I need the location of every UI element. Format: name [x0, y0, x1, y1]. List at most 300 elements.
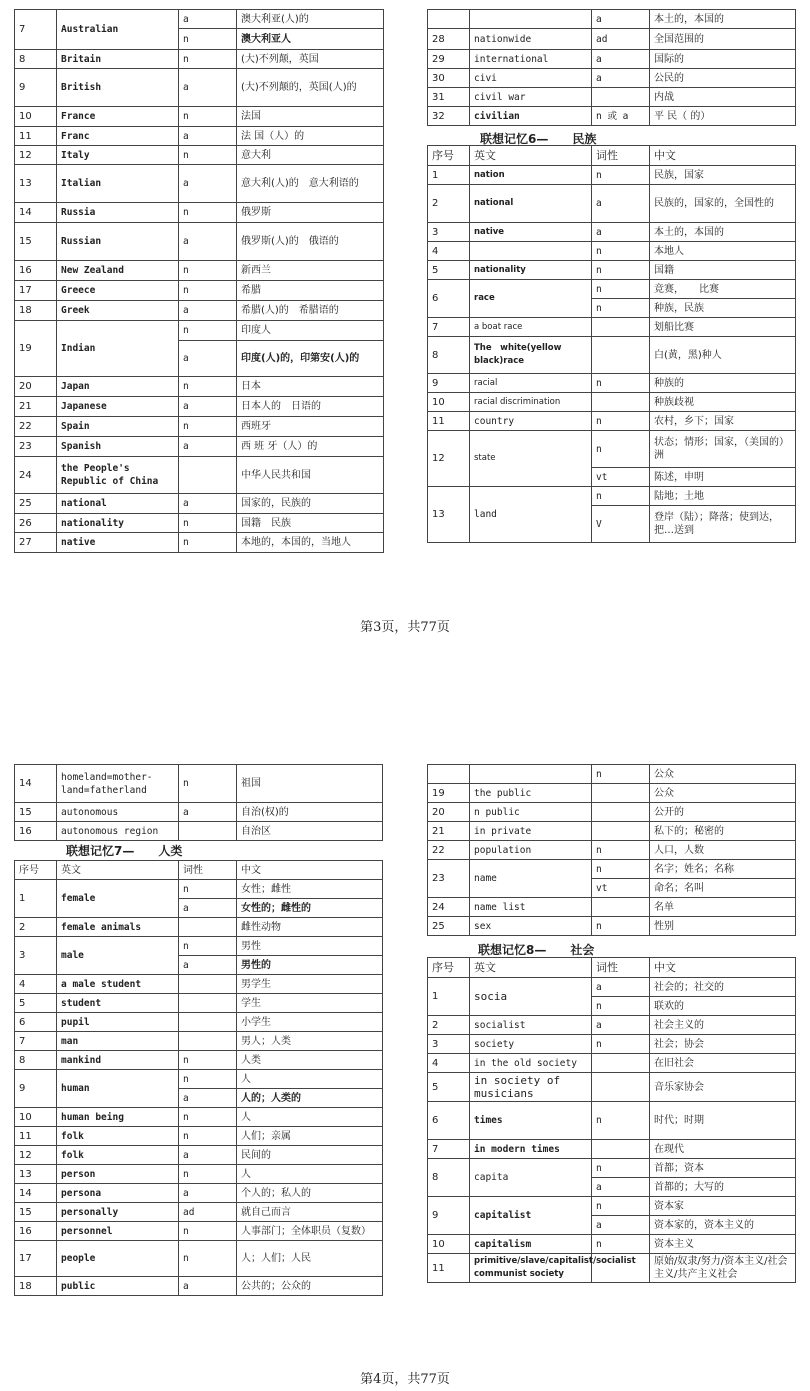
entry-chinese: 本地人 — [650, 242, 796, 261]
entry-chinese: 登岸（陆）；降落；使到达，把…送到 — [650, 506, 796, 543]
entry-number: 7 — [15, 10, 57, 50]
entry-english: personally — [57, 1203, 179, 1222]
entry-chinese: 希腊 — [237, 281, 384, 301]
entry-english: The white(yellow black)race — [470, 337, 592, 374]
entry-chinese: 意大利(人)的 意大利语的 — [237, 165, 384, 203]
entry-chinese: 中华人民共和国 — [237, 457, 384, 494]
entry-english: racial discrimination — [470, 393, 592, 412]
entry-chinese: 法国 — [237, 107, 384, 127]
section7-header-no: 序号 — [15, 861, 57, 880]
table-row — [15, 822, 383, 841]
table-row — [428, 1054, 796, 1073]
entry-chinese: 人口，人数 — [650, 841, 796, 860]
entry-number: 11 — [15, 1127, 57, 1146]
entry-pos — [592, 898, 650, 917]
entry-number: 23 — [428, 860, 470, 898]
entry-number: 2 — [428, 1016, 470, 1035]
entry-number: 14 — [15, 1184, 57, 1203]
entry-number: 19 — [15, 321, 57, 377]
entry-english: pupil — [57, 1013, 179, 1032]
entry-english: civil war — [470, 88, 592, 107]
entry-pos: a — [179, 127, 237, 146]
entry-number: 11 — [428, 1254, 470, 1283]
entry-chinese: 人；人们；人民 — [237, 1241, 383, 1277]
entry-number: 11 — [428, 412, 470, 431]
entry-english: personnel — [57, 1222, 179, 1241]
entry-chinese: 女性；雌性 — [237, 880, 383, 899]
entry-chinese: 社会的；社交的 — [650, 978, 796, 997]
table-row — [15, 803, 383, 822]
entry-chinese: 公众 — [650, 784, 796, 803]
entry-pos — [592, 393, 650, 412]
entry-number: 22 — [15, 417, 57, 437]
entry-chinese: 新西兰 — [237, 261, 384, 281]
entry-english — [470, 765, 592, 784]
table-row — [15, 494, 384, 514]
table-row — [15, 1241, 383, 1277]
entry-pos: n — [592, 1197, 650, 1216]
table-row — [15, 457, 384, 494]
entry-chinese: 在旧社会 — [650, 1054, 796, 1073]
entry-pos: n — [592, 1235, 650, 1254]
entry-chinese: 划船比赛 — [650, 318, 796, 337]
entry-pos: a — [592, 1178, 650, 1197]
entry-number: 5 — [15, 994, 57, 1013]
entry-number: 4 — [428, 242, 470, 261]
entry-number: 20 — [15, 377, 57, 397]
table-row — [15, 514, 384, 533]
entry-chinese: 法 国（人）的 — [237, 127, 384, 146]
entry-number: 29 — [428, 50, 470, 69]
page4-left-top-table — [14, 764, 383, 841]
entry-english: mankind — [57, 1051, 179, 1070]
entry-chinese: 音乐家协会 — [650, 1073, 796, 1102]
table-row — [428, 185, 796, 223]
entry-english: human being — [57, 1108, 179, 1127]
entry-chinese: 农村，乡下；国家 — [650, 412, 796, 431]
entry-english: Russian — [57, 223, 179, 261]
entry-english: capitalist — [470, 1197, 592, 1235]
entry-chinese: (大)不列颠的，英国(人)的 — [237, 69, 384, 107]
table-row — [428, 917, 796, 936]
entry-chinese: 人的；人类的 — [237, 1089, 383, 1108]
entry-number: 8 — [15, 50, 57, 69]
entry-english: Britain — [57, 50, 179, 69]
section8-table — [427, 957, 796, 1283]
entry-english: the public — [470, 784, 592, 803]
table-row — [428, 1102, 796, 1140]
table-row — [428, 223, 796, 242]
entry-english: Italy — [57, 146, 179, 165]
section6-table — [427, 145, 796, 543]
table-row — [15, 1108, 383, 1127]
entry-pos: n — [592, 1159, 650, 1178]
entry-chinese: 人 — [237, 1108, 383, 1127]
entry-english: in modern times — [470, 1140, 592, 1159]
entry-chinese: 祖国 — [237, 765, 383, 803]
table-row — [15, 1127, 383, 1146]
entry-chinese: 澳大利亚(人)的 — [237, 10, 384, 29]
table-row — [15, 261, 384, 281]
entry-english: in private — [470, 822, 592, 841]
entry-number: 21 — [15, 397, 57, 417]
entry-pos: n — [179, 1222, 237, 1241]
entry-english: land — [470, 487, 592, 543]
entry-english: female — [57, 880, 179, 918]
entry-number: 6 — [428, 1102, 470, 1140]
entry-pos: a — [592, 10, 650, 29]
entry-number — [428, 765, 470, 784]
entry-pos: a — [592, 1016, 650, 1035]
entry-number: 20 — [428, 803, 470, 822]
entry-pos — [179, 994, 237, 1013]
entry-pos: n — [592, 261, 650, 280]
entry-number: 23 — [15, 437, 57, 457]
entry-english: national — [470, 185, 592, 223]
entry-chinese: 内战 — [650, 88, 796, 107]
entry-number: 11 — [15, 127, 57, 146]
table-row — [428, 318, 796, 337]
entry-english: sex — [470, 917, 592, 936]
entry-english: nationality — [57, 514, 179, 533]
page4-footer: 第4页，共77页 — [360, 1372, 450, 1387]
entry-number: 14 — [15, 203, 57, 223]
entry-pos — [592, 803, 650, 822]
table-row — [15, 1146, 383, 1165]
entry-chinese: 国籍 — [650, 261, 796, 280]
entry-english: Italian — [57, 165, 179, 203]
entry-pos: n — [592, 166, 650, 185]
table-row — [428, 822, 796, 841]
entry-english: in society of musicians — [470, 1073, 592, 1102]
entry-pos: n — [592, 860, 650, 879]
table-row — [15, 533, 384, 553]
entry-pos: n — [592, 917, 650, 936]
entry-number: 16 — [15, 261, 57, 281]
entry-chinese: 民族，国家 — [650, 166, 796, 185]
entry-pos: a — [592, 978, 650, 997]
entry-chinese: 种族的 — [650, 374, 796, 393]
entry-number: 16 — [15, 822, 57, 841]
entry-number: 10 — [15, 1108, 57, 1127]
table-row — [428, 841, 796, 860]
entry-pos: n — [592, 1035, 650, 1054]
entry-chinese: 西 班 牙（人）的 — [237, 437, 384, 457]
entry-english: name — [470, 860, 592, 898]
entry-number: 10 — [428, 1235, 470, 1254]
section6-header-en: 英文 — [470, 146, 592, 166]
table-row — [15, 1184, 383, 1203]
table-row — [15, 437, 384, 457]
entry-chinese: 名单 — [650, 898, 796, 917]
table-row — [428, 29, 796, 50]
entry-chinese: 资本主义 — [650, 1235, 796, 1254]
entry-english: Franc — [57, 127, 179, 146]
entry-number: 18 — [15, 301, 57, 321]
section7-header-en: 英文 — [57, 861, 179, 880]
table-row — [15, 975, 383, 994]
table-row — [428, 261, 796, 280]
table-row — [15, 1277, 383, 1296]
table-row — [428, 765, 796, 784]
entry-chinese: 时代；时期 — [650, 1102, 796, 1140]
entry-english: public — [57, 1277, 179, 1296]
entry-chinese: 社会主义的 — [650, 1016, 796, 1035]
entry-pos: n — [179, 377, 237, 397]
entry-number: 18 — [15, 1277, 57, 1296]
entry-pos: a — [179, 1089, 237, 1108]
page3-right-top-table — [427, 9, 796, 126]
entry-chinese: 竞赛， 比赛 — [650, 280, 796, 299]
entry-chinese: 自治(权)的 — [237, 803, 383, 822]
entry-number: 31 — [428, 88, 470, 107]
entry-chinese: 印度(人)的，印第安(人)的 — [237, 341, 384, 377]
entry-chinese: 命名；名叫 — [650, 879, 796, 898]
entry-english: Spain — [57, 417, 179, 437]
entry-chinese: 私下的；秘密的 — [650, 822, 796, 841]
entry-pos: n — [179, 1070, 237, 1089]
entry-number: 15 — [15, 1203, 57, 1222]
table-row — [15, 321, 384, 341]
entry-number: 19 — [428, 784, 470, 803]
entry-english: Japanese — [57, 397, 179, 417]
table-row — [428, 50, 796, 69]
entry-chinese: 男性的 — [237, 956, 383, 975]
entry-pos: n — [592, 765, 650, 784]
entry-english: Indian — [57, 321, 179, 377]
entry-chinese: 就自己而言 — [237, 1203, 383, 1222]
entry-english: Australian — [57, 10, 179, 50]
entry-english: in the old society — [470, 1054, 592, 1073]
entry-english: folk — [57, 1146, 179, 1165]
entry-english: civi — [470, 69, 592, 88]
entry-english: man — [57, 1032, 179, 1051]
entry-pos: n — [179, 514, 237, 533]
entry-number: 15 — [15, 803, 57, 822]
entry-number: 6 — [428, 280, 470, 318]
page3-left-table — [14, 9, 384, 553]
entry-pos: n — [179, 29, 237, 50]
entry-number: 9 — [15, 1070, 57, 1108]
table-row — [15, 223, 384, 261]
table-row — [15, 50, 384, 69]
entry-pos — [592, 822, 650, 841]
entry-chinese: 日本人的 日语的 — [237, 397, 384, 417]
entry-pos: n — [179, 1241, 237, 1277]
entry-english: socialist — [470, 1016, 592, 1035]
entry-number: 9 — [428, 1197, 470, 1235]
entry-pos: n — [179, 880, 237, 899]
entry-chinese: 人 — [237, 1165, 383, 1184]
page3-footer: 第3页，共77页 — [360, 620, 450, 635]
entry-chinese: 陈述，申明 — [650, 468, 796, 487]
entry-chinese: 公共的；公众的 — [237, 1277, 383, 1296]
entry-pos — [592, 1073, 650, 1102]
entry-pos: a — [592, 1216, 650, 1235]
entry-pos: n — [592, 1102, 650, 1140]
entry-number: 13 — [15, 1165, 57, 1184]
entry-pos: a — [179, 803, 237, 822]
entry-english: autonomous — [57, 803, 179, 822]
entry-pos: vt — [592, 879, 650, 898]
entry-number: 2 — [428, 185, 470, 223]
entry-number: 1 — [428, 978, 470, 1016]
table-row — [15, 1051, 383, 1070]
entry-number: 9 — [428, 374, 470, 393]
entry-pos: n — [179, 1165, 237, 1184]
table-row — [428, 1016, 796, 1035]
table-row — [428, 374, 796, 393]
entry-english: Russia — [57, 203, 179, 223]
table-row — [15, 107, 384, 127]
entry-number: 16 — [15, 1222, 57, 1241]
table-row — [15, 1070, 383, 1089]
entry-pos — [592, 88, 650, 107]
entry-number: 32 — [428, 107, 470, 126]
entry-pos: a — [179, 494, 237, 514]
entry-pos — [179, 918, 237, 937]
entry-chinese: 希腊(人)的 希腊语的 — [237, 301, 384, 321]
entry-english: a boat race — [470, 318, 592, 337]
section8-header-pos: 词性 — [592, 958, 650, 978]
entry-chinese: 自治区 — [237, 822, 383, 841]
entry-number: 3 — [428, 1035, 470, 1054]
entry-pos — [592, 337, 650, 374]
entry-english: national — [57, 494, 179, 514]
entry-english: nationwide — [470, 29, 592, 50]
entry-number: 1 — [428, 166, 470, 185]
table-row — [15, 1165, 383, 1184]
entry-pos: n — [179, 533, 237, 553]
table-row — [428, 803, 796, 822]
entry-chinese: 国际的 — [650, 50, 796, 69]
entry-number: 5 — [428, 261, 470, 280]
entry-pos: a — [179, 10, 237, 29]
entry-pos: n — [592, 431, 650, 468]
entry-english: n public — [470, 803, 592, 822]
entry-pos: n — [179, 321, 237, 341]
entry-chinese: 状态；情形；国家，（美国的）洲 — [650, 431, 796, 468]
section7-table — [14, 860, 383, 1296]
table-row — [428, 10, 796, 29]
entry-english: male — [57, 937, 179, 975]
entry-pos: n — [592, 374, 650, 393]
entry-chinese: 名字；姓名；名称 — [650, 860, 796, 879]
entry-pos: n — [592, 242, 650, 261]
entry-english: homeland=mother-land=fatherland — [57, 765, 179, 803]
section8-header-no: 序号 — [428, 958, 470, 978]
entry-english: female animals — [57, 918, 179, 937]
entry-pos: a — [179, 899, 237, 918]
table-row — [428, 393, 796, 412]
entry-pos: a — [592, 223, 650, 242]
entry-number: 17 — [15, 1241, 57, 1277]
section6-title: 联想记忆6— 民族 — [480, 132, 597, 146]
entry-pos — [179, 1013, 237, 1032]
entry-number: 15 — [15, 223, 57, 261]
entry-chinese: 男学生 — [237, 975, 383, 994]
table-row — [15, 1222, 383, 1241]
entry-pos: n — [592, 841, 650, 860]
entry-number: 7 — [428, 1140, 470, 1159]
entry-chinese: 人 — [237, 1070, 383, 1089]
table-row — [428, 1035, 796, 1054]
entry-pos: a — [179, 341, 237, 377]
section6-header-pos: 词性 — [592, 146, 650, 166]
table-row — [15, 765, 383, 803]
entry-english: British — [57, 69, 179, 107]
entry-chinese: 雌性动物 — [237, 918, 383, 937]
entry-chinese: 日本 — [237, 377, 384, 397]
entry-chinese: 首都；资本 — [650, 1159, 796, 1178]
entry-pos — [592, 318, 650, 337]
entry-pos: n — [592, 412, 650, 431]
entry-chinese: 白(黄，黑)种人 — [650, 337, 796, 374]
entry-pos: a — [179, 1277, 237, 1296]
entry-pos: n — [179, 107, 237, 127]
entry-chinese: 联欢的 — [650, 997, 796, 1016]
entry-number: 5 — [428, 1073, 470, 1102]
entry-chinese: 公众 — [650, 765, 796, 784]
entry-pos: n — [179, 281, 237, 301]
entry-english: persona — [57, 1184, 179, 1203]
entry-number: 14 — [15, 765, 57, 803]
section8-header-en: 英文 — [470, 958, 592, 978]
table-row — [15, 397, 384, 417]
entry-pos: n — [179, 765, 237, 803]
section7-header-pos: 词性 — [179, 861, 237, 880]
table-row — [15, 918, 383, 937]
entry-pos: vt — [592, 468, 650, 487]
page4-right-top-table — [427, 764, 796, 936]
entry-chinese: 个人的；私人的 — [237, 1184, 383, 1203]
entry-chinese: 首都的；大写的 — [650, 1178, 796, 1197]
entry-pos: n 或 a — [592, 107, 650, 126]
entry-english: primitive/slave/capitalist/socialist communist society — [470, 1254, 592, 1283]
table-row — [15, 880, 383, 899]
entry-chinese: 社会；协会 — [650, 1035, 796, 1054]
entry-pos: a — [179, 301, 237, 321]
entry-english: human — [57, 1070, 179, 1108]
table-row — [15, 937, 383, 956]
entry-number: 26 — [15, 514, 57, 533]
entry-chinese: 人类 — [237, 1051, 383, 1070]
entry-number: 7 — [15, 1032, 57, 1051]
entry-pos: a — [592, 50, 650, 69]
entry-english: name list — [470, 898, 592, 917]
table-row — [15, 994, 383, 1013]
entry-chinese: 人事部门；全体职员（复数） — [237, 1222, 383, 1241]
entry-pos — [179, 822, 237, 841]
entry-pos: ad — [592, 29, 650, 50]
entry-number: 25 — [428, 917, 470, 936]
entry-number: 22 — [428, 841, 470, 860]
table-row — [15, 301, 384, 321]
entry-english: native — [470, 223, 592, 242]
entry-pos — [179, 457, 237, 494]
entry-english: state — [470, 431, 592, 487]
table-row — [15, 417, 384, 437]
entry-number: 24 — [15, 457, 57, 494]
entry-pos: n — [592, 299, 650, 318]
entry-pos: a — [179, 1184, 237, 1203]
table-row — [428, 431, 796, 468]
table-row — [428, 69, 796, 88]
entry-pos: n — [179, 261, 237, 281]
entry-pos: n — [592, 487, 650, 506]
entry-number: 30 — [428, 69, 470, 88]
section7-header-cn: 中文 — [237, 861, 383, 880]
